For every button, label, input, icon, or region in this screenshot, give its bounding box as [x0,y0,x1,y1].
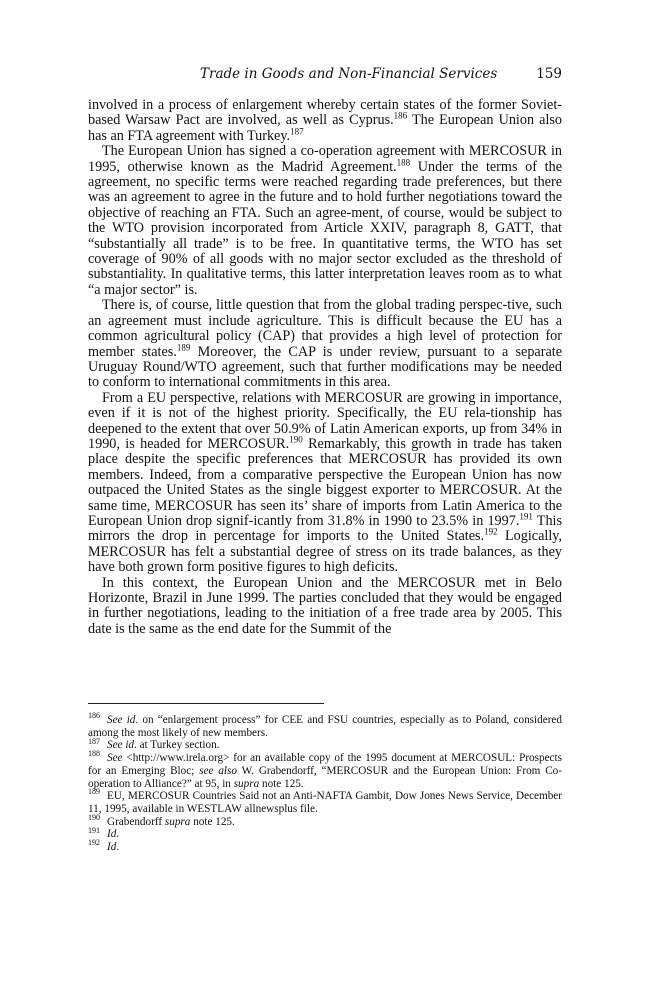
paragraph-text: Logically, MERCOSUR has felt a substantial degree of stress on its trade balances, as they have both grown form positive figures to high deficits. [88,528,562,576]
paragraph-text: Under the terms of the agreement, no specific terms were reached regarding trade preferences, but there was an agreement to agree in the future and to hold further negotiations toward the objective of reaching an FTA. Such an agree-ment, of course, would be subject to the WTO provision incorporated from Article XXIV, paragraph 8, GATT, that “substantially all trade” is to be free. In quantitative terms, the WTO has set coverage of 90% of all goods with no major sector excluded as the threshold of substantiality. In qualitative terms, this latter interpretation leaves room as to what “a major sector” is. [88,158,563,298]
footnote-number: 192 [88,838,100,848]
footnote-text: See id [107,714,136,726]
footnote-reference: 191 [519,511,533,522]
running-header [88,66,562,88]
footnote [88,812,562,829]
body-paragraph [88,391,562,576]
footnote-reference: 186 [393,110,408,121]
footnote-number: 190 [88,812,100,822]
footnote [88,825,562,841]
footnote-text: . [116,841,120,854]
paragraph-text: In this context, the European Union and the MERCOSUR met in Belo Horizonte, Brazil in June 1999. The parties concluded that they would be engaged in further negotiations, leading to the initiation of a free trade area by 2005. This date is the same as the end date for the Summit of the [88,574,562,637]
footnote-reference: 190 [289,434,303,445]
footnote-text: . on “enlargement process” for CEE and FSU countries, especially as to Poland, considered among the most likely of new members. [88,714,562,739]
footnote [88,787,562,815]
footnote-text: Id [107,828,117,841]
footnote-text: . [116,828,120,841]
paragraph-text: From a EU perspective, relations with MERCOSUR are growing in importance, even if it is not of the highest priority. Specifically, the EU rela-tionship has deepened to the extent that over 50.9% of Latin American exports, up from 34% in 1990, is headed for MERCOSUR. [88,389,562,452]
footnote-text: See [107,752,123,765]
footnote-text: <http://www.irela.org> for an available copy of the 1995 document at MERCOSUL: Prospects for an Emerging Bloc; [88,752,562,777]
footnote-text: . at Turkey section. [134,739,220,752]
footnote [88,736,562,752]
footnote-text: See id [107,739,135,752]
body-paragraph [88,144,562,298]
body-paragraph [88,298,562,390]
footnote-text: W. Grabendorff, “MERCOSUR and the European Union: From Co-operation to Alliance?” at 95, in [88,764,562,790]
paragraph-text: There is, of course, little question that from the global trading perspec-tive, such an agreement must include agriculture. This is difficult because the EU has a common agricultural policy (CAP) that provides a high level of protection for member states. [88,297,562,360]
footnote-number: 186 [88,711,100,721]
paragraph-text: Moreover, the CAP is under review, pursuant to a separate Uruguay Round/WTO agreement, such that further modifications may be needed to conform to international commitments in this area. [88,343,562,391]
footnote-number: 187 [88,736,100,746]
footnote-number: 188 [88,749,100,759]
footnote-text: EU, MERCOSUR Countries Said not an Anti-NAFTA Gambit, Dow Jones News Service, December 11, 1995, available in WESTLAW allnewsplus file. [88,790,562,815]
body-paragraph [88,98,562,144]
page [88,66,562,637]
page-number: 159 [536,66,562,82]
footnote-number: 191 [88,825,100,835]
body-text [88,98,562,637]
footnote-text: supra [164,815,191,828]
footnotes [88,711,562,854]
footnote-text: supra [233,777,260,790]
paragraph-text: The European Union has signed a co-operation agreement with MERCOSUR in 1995, otherwise known as the Madrid Agreement. [88,143,562,175]
footnote-text: note 125. [259,777,304,790]
footnote [88,838,562,854]
footnote-separator [88,703,324,704]
footnote-reference: 188 [396,156,411,167]
paragraph-text: This mirrors the drop in percentage for imports to the United States. [88,512,563,545]
footnote-number: 189 [88,787,100,797]
paragraph-text: The European Union also has an FTA agreement with Turkey. [88,112,562,144]
footnote-text: note 125. [190,815,235,828]
running-title: Trade in Goods and Non-Financial Services [200,66,498,82]
footnote-reference: 192 [484,526,498,537]
footnote-text: Grabendorff [107,815,165,828]
footnote [88,711,562,739]
paragraph-text: involved in a process of enlargement whereby certain states of the former Soviet-based Warsaw Pact are involved, as well as Cyprus. [88,97,562,129]
footnote-reference: 189 [176,341,191,352]
footnote-text: see also [199,764,237,777]
paragraph-text: Remarkably, this growth in trade has taken place despite the specific preferences that MERCOSUR has provided its own members. Indeed, from a comparative perspective the European Union has now outpaced the United States as the single biggest exporter to MERCOSUR. At the same time, MERCOSUR has seen its’ share of imports from Latin America to the European Union drop signif-icantly from 31.8% in 1990 to 23.5% in 1997. [88,435,562,529]
footnote-reference: 187 [290,126,304,137]
footnote [88,749,562,790]
footnote-text: Id [107,841,117,854]
body-paragraph [88,576,562,638]
